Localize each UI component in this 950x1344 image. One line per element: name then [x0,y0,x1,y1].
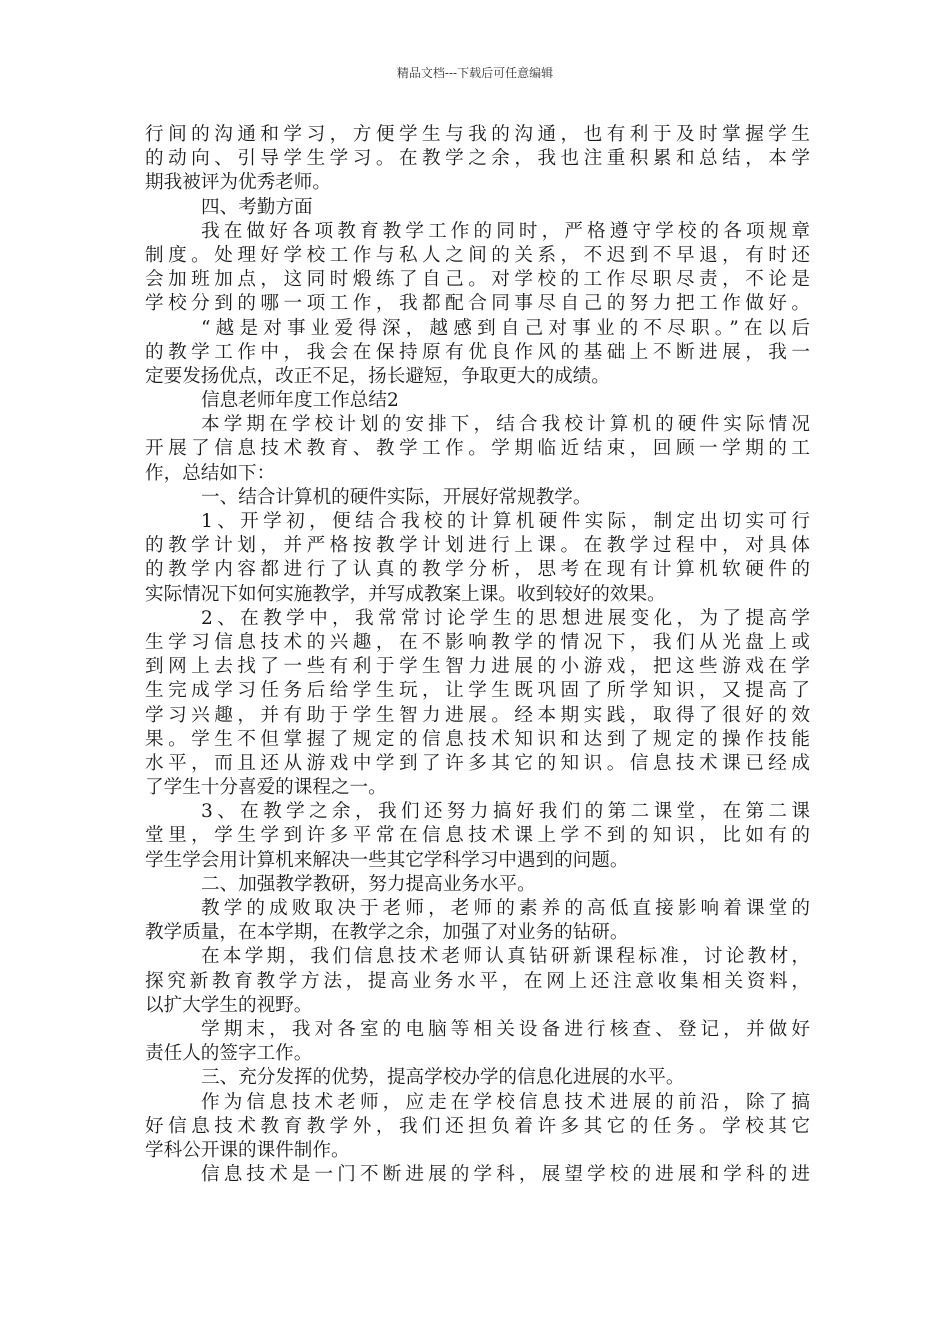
text-line: 水平，而且还从游戏中学到了许多其它的知识。信息技术课已经成 [145,752,810,774]
text-line: 以扩大学生的视野。 [145,994,313,1016]
text-line: 信息技术是一门不断进展的学科，展望学校的进展和学科的进 [201,1164,810,1186]
text-line: 学习兴趣，并有助于学生智力进展。经本期实践，取得了很好的效 [145,704,810,726]
text-line: 探究新教育教学方法，提高业务水平，在网上还注意收集相关资料， [145,970,810,992]
text-line: 学期末，我对各室的电脑等相关设备进行核查、登记，并做好 [201,1018,810,1040]
text-line: 生完成学习任务后给学生玩，让学生既巩固了所学知识，又提高了 [145,680,810,702]
text-line: 一、结合计算机的硬件实际，开展好常规教学。 [201,486,592,508]
text-line: 作，总结如下： [145,462,276,484]
text-line: 信息老师年度工作总结2 [201,390,399,412]
text-line: 教学质量，在本学期，在教学之余，加强了对业务的钻研。 [145,922,629,944]
text-line: 3、在教学之余，我们还努力搞好我们的第二课堂，在第二课 [201,801,810,823]
text-line: 本学期在学校计划的安排下，结合我校计算机的硬件实际情况 [201,414,810,436]
text-line: 教学的成败取决于老师，老师的素养的高低直接影响着课堂的 [201,898,810,919]
text-line: 在本学期，我们信息技术老师认真钻研新课程标准，讨论教材， [201,946,810,968]
text-line: 2、在教学中，我常常讨论学生的思想进展变化，为了提高学 [201,607,810,629]
text-line: 的教学计划，并严格按教学计划进行上课。在教学过程中，对具体 [145,535,810,557]
text-line: 堂里，学生学到许多平常在信息技术课上学不到的知识，比如有的 [145,825,810,847]
text-line: 的动向、引导学生学习。在教学之余，我也注重积累和总结，本学 [145,148,810,170]
text-line: 制度。处理好学校工作与私人之间的关系，不迟到不早退，有时还 [145,244,810,266]
text-line: 1、开学初，便结合我校的计算机硬件实际，制定出切实可行 [201,511,810,532]
text-line: 会加班加点，这同时煅练了自己。对学校的工作尽职尽责，不论是 [145,269,810,291]
text-line: 四、考勤方面 [201,196,313,218]
text-line: 的教学内容都进行了认真的教学分析，思考在现有计算机软硬件的 [145,559,810,581]
text-line: 实际情况下如何实施教学，并写成教案上课。收到较好的效果。 [145,583,666,605]
text-line: 的教学工作中，我会在保持原有优良作风的基础上不断进展，我一 [145,341,810,363]
text-line: 开展了信息技术教育、教学工作。学期临近结束，回顾一学期的工 [145,438,810,460]
text-line: 到网上去找了一些有利于学生智力进展的小游戏，把这些游戏在学 [145,656,810,678]
text-line: 三、充分发挥的优势，提高学校办学的信息化进展的水平。 [201,1067,685,1089]
text-line: 生学习信息技术的兴趣，在不影响教学的情况下，我们从光盘上或 [145,631,810,653]
text-line: 学生学会用计算机来解决一些其它学科学习中遇到的问题。 [145,849,629,871]
text-line: 定要发扬优点，改正不足，扬长避短，争取更大的成绩。 [145,365,610,387]
document-body [145,123,810,1187]
text-line: 行间的沟通和学习，方便学生与我的沟通，也有利于及时掌握学生 [145,124,810,145]
text-line: 好信息技术教育教学外，我们还担负着许多其它的任务。学校其它 [145,1115,810,1137]
text-line: 我在做好各项教育教学工作的同时，严格遵守学校的各项规章 [201,220,810,242]
text-line: 学科公开课的课件制作。 [145,1139,350,1161]
text-line: 二、加强教学教研，努力提高业务水平。 [201,873,536,895]
page-header: 精品文档---下载后可任意编辑 [396,66,554,80]
text-line: 作为信息技术老师，应走在学校信息技术进展的前沿，除了搞 [201,1091,810,1113]
text-line: 学校分到的哪一项工作，我都配合同事尽自己的努力把工作做好。 [145,293,810,315]
text-line: 责任人的签字工作。 [145,1043,313,1065]
text-line: 了学生十分喜爱的课程之一。 [145,777,387,799]
text-line: “越是对事业爱得深，越感到自己对事业的不尽职。”在以后 [201,317,810,339]
text-line: 期我被评为优秀老师。 [145,172,331,194]
text-line: 果。学生不但掌握了规定的信息技术知识和达到了规定的操作技能 [145,728,810,750]
